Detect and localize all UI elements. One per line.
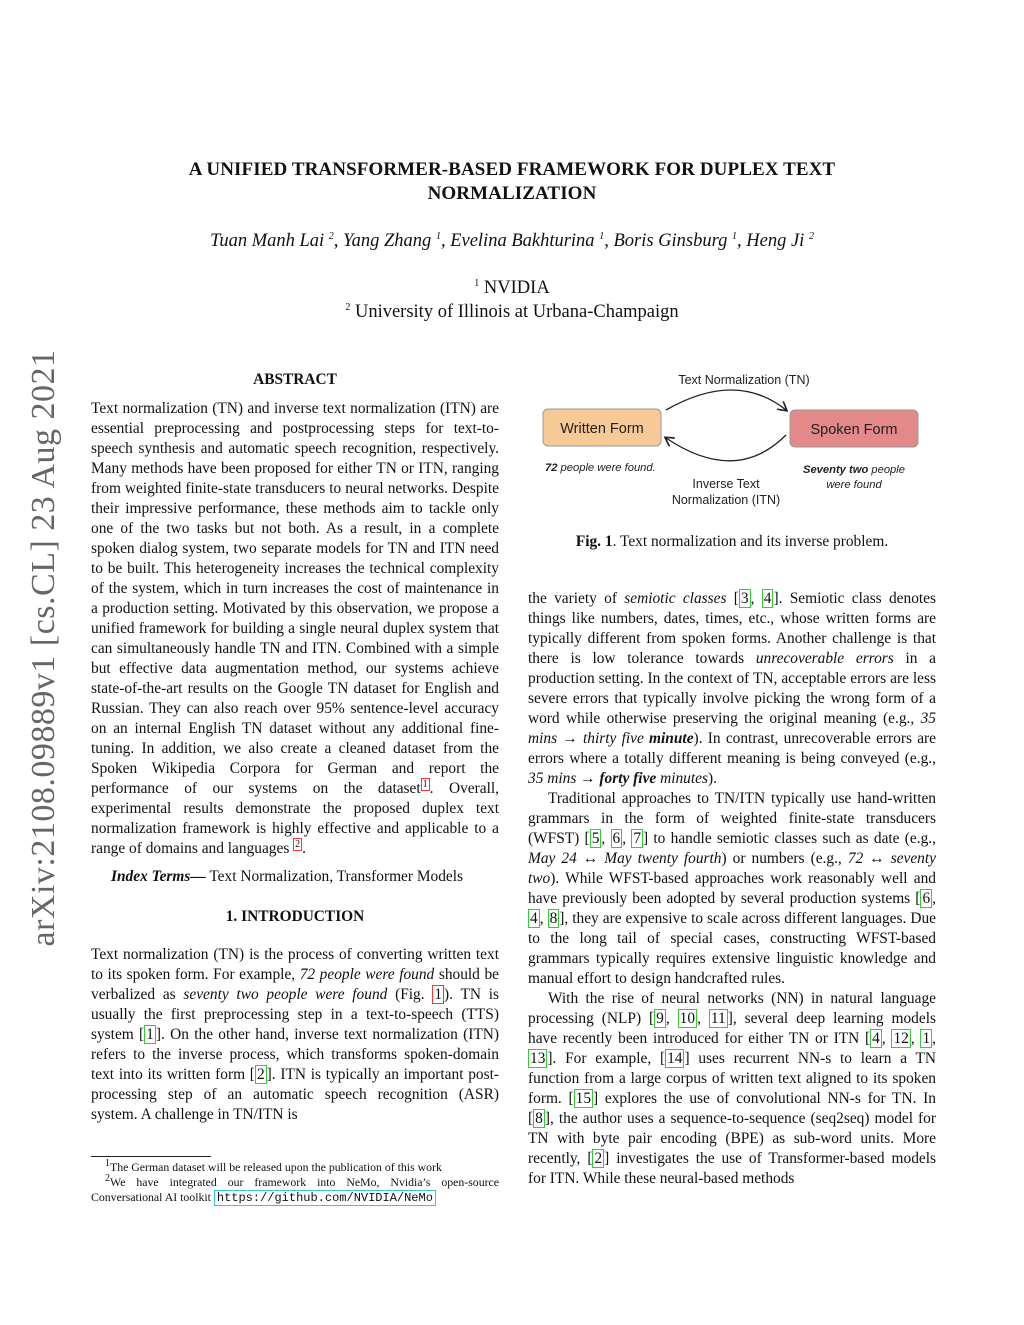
- footnote-ref-2[interactable]: 2: [295, 838, 301, 850]
- body-text: the variety of: [528, 590, 625, 607]
- citation-link[interactable]: 1: [922, 1030, 931, 1047]
- citation-link[interactable]: 10: [679, 1010, 696, 1027]
- example-text: May 24 ↔ May twenty fourth: [528, 850, 722, 867]
- introduction-heading: 1. INTRODUCTION: [225, 908, 365, 925]
- spoken-example-line-1: [803, 464, 905, 476]
- affiliation-name: NVIDIA: [483, 278, 550, 298]
- written-example-number: 72: [545, 462, 558, 474]
- written-example-text: people were found.: [557, 462, 656, 474]
- abstract-body: [91, 399, 499, 859]
- arxiv-sidebar: [22, 345, 66, 950]
- abstract-heading: ABSTRACT: [253, 371, 337, 388]
- body-text: ,: [750, 590, 762, 607]
- affiliation-2: [200, 300, 824, 324]
- citation-link[interactable]: 2: [594, 1150, 603, 1167]
- citation-link[interactable]: 7: [633, 830, 642, 847]
- author-name: Yang Zhang: [343, 231, 432, 251]
- intro-text: (Fig.: [387, 986, 433, 1003]
- itn-label-line-2: Normalization (ITN): [671, 493, 781, 507]
- intro-text: ]. On the other hand, inverse text normalization (ITN) refers to the inverse process, which transforms spoken-domain text into its written form [: [91, 1026, 499, 1083]
- figure-caption-label: Fig. 1: [575, 533, 613, 550]
- intro-text: ]. ITN is typically an important post-processing step of an automatic speech recognition (ASR) system. A challenge in TN/ITN is: [91, 1066, 500, 1123]
- tn-arrow: [666, 390, 786, 410]
- citation-link[interactable]: 9: [656, 1010, 664, 1027]
- spoken-form-label: Spoken Form: [810, 422, 898, 438]
- intro-text: should be verbalized as: [91, 966, 499, 1003]
- affiliations: [200, 276, 824, 324]
- citation-link[interactable]: 6: [612, 830, 621, 847]
- affiliation-number: 2: [345, 301, 351, 313]
- body-text: ) or numbers (e.g.,: [721, 850, 848, 867]
- citation-link[interactable]: 13: [530, 1050, 546, 1067]
- example-text: seventy two people were found: [183, 986, 388, 1003]
- citation-link[interactable]: 2: [256, 1066, 265, 1083]
- citation-link[interactable]: 12: [893, 1030, 909, 1047]
- footnote-number: 2: [105, 1173, 110, 1185]
- citation-link[interactable]: 4: [763, 590, 772, 607]
- footnotes: [91, 1156, 499, 1206]
- emphasis-text: semiotic classes: [624, 590, 727, 607]
- footnote-ref-1[interactable]: 1: [422, 778, 428, 790]
- citation-link[interactable]: 14: [667, 1050, 683, 1067]
- spoken-example-line-2: were found: [826, 479, 882, 491]
- index-terms-label: Index Terms—: [111, 868, 206, 885]
- itn-label-line-1: Inverse Text: [692, 477, 760, 491]
- right-column: [528, 589, 936, 1189]
- body-text: ] explores the use of convolutional NN-s for TN. In [: [528, 1090, 936, 1127]
- author-affiliation: 1: [732, 230, 737, 242]
- intro-text: ). TN is usually the first preprocessing step in a text-to-speech (TTS) system [: [91, 986, 500, 1043]
- author-name: Evelina Bakhturina: [450, 231, 595, 251]
- written-example: [545, 462, 656, 474]
- body-text: ] uses recurrent NN-s to learn a TN function from a large corpus of written text aligned to its spoken form. [: [528, 1050, 937, 1107]
- footnote-1: [91, 1160, 499, 1175]
- arxiv-identifier: arXiv:2108.09889v1 [cs.CL] 23 Aug 2021: [25, 349, 62, 946]
- citation-link[interactable]: 15: [575, 1090, 592, 1107]
- body-text: ], several deep learning models have recently been introduced for either TN or ITN [: [528, 1010, 936, 1047]
- affiliation-name: University of Illinois at Urbana-Champaign: [354, 302, 679, 322]
- author-name: Tuan Manh Lai: [210, 231, 325, 251]
- body-paragraph-1: [528, 589, 936, 789]
- affiliation-number: 1: [474, 277, 480, 289]
- itn-arrow: [666, 435, 786, 461]
- body-text: ], the author uses a sequence-to-sequence (seq2seq) model for TN with byte pair encoding (BPE) as sub-word units. More recently, [: [528, 1110, 936, 1167]
- figure-ref[interactable]: 1: [434, 986, 443, 1003]
- citation-link[interactable]: 8: [549, 910, 558, 927]
- body-text: ). While WFST-based approaches work reasonably well and have previously been adopted by several production systems [: [528, 870, 936, 907]
- affiliation-1: [200, 276, 824, 300]
- citation-link[interactable]: 1: [146, 1026, 154, 1043]
- written-form-label: Written Form: [560, 421, 644, 437]
- body-text: ] to handle semiotic classes such as date (e.g.,: [643, 830, 936, 847]
- citation-link[interactable]: 11: [710, 1010, 726, 1027]
- intro-text: Text normalization (TN) is the process of converting written text to its spoken form. For example,: [91, 946, 499, 983]
- intro-paragraph: [91, 945, 499, 1125]
- author-affiliation: 2: [808, 230, 814, 242]
- example-text: 72 ↔ seventy two: [528, 850, 936, 887]
- body-text: ] investigates the use of Transformer-based models for ITN. While these neural-based methods: [528, 1150, 936, 1187]
- spoken-example-words: Seventy two: [803, 464, 869, 476]
- body-text: in a production setting. In the context of TN, acceptable errors are less severe errors that typically involve picking the wrong form of a word while otherwise preserving the original meaning (e.g.,: [528, 650, 937, 727]
- index-terms-text: Text Normalization, Transformer Models: [205, 868, 464, 885]
- example-text: 72 people were found: [299, 966, 435, 983]
- footnote-number: 1: [105, 1158, 110, 1170]
- abstract-text: . Overall, experimental results demonstrate the proposed duplex text normalization framework is highly effective and applicable to a range of domains and languages: [91, 780, 499, 857]
- abstract-text: .: [302, 840, 307, 857]
- footnote-2: [91, 1175, 499, 1206]
- author-name: Boris Ginsburg: [613, 231, 728, 251]
- title-line-2: NORMALIZATION: [427, 183, 597, 204]
- citation-link[interactable]: 6: [922, 890, 931, 907]
- nemo-url-link[interactable]: https://github.com/NVIDIA/NeMo: [214, 1190, 436, 1206]
- paper-title: [120, 158, 904, 206]
- citation-link[interactable]: 5: [591, 830, 600, 847]
- author-affiliation: 1: [599, 230, 605, 242]
- body-paragraph-2: Traditional approaches to TN/ITN typically use hand-written grammars in the form of weighted finite-state transducers (WFST) [ 5 , 6 , 7 ] to handle semiotic classes such as date (e.g., May 24 ↔ May twenty fourth) or numbers (e.g., 72 ↔ seventy two). While WFST-based approaches work reasonably well and have previously been adopted by several production systems [ 6 , 4 , 8 ], they are expensive to scale across different languages. Due to the long tail of special cases, constructing WFST-based grammars typically requires extensive linguistic knowledge and manual effort to design handcrafted rules.: [528, 790, 936, 987]
- body-text: [: [726, 590, 739, 607]
- title-line-1: A UNIFIED TRANSFORMER-BASED FRAMEWORK FOR DUPLEX TEXT: [188, 159, 836, 180]
- body-text: Traditional approaches to TN/ITN typically use hand-written grammars in the form of weighted finite-state transducers (WFST) [: [528, 790, 936, 847]
- citation-link[interactable]: 4: [530, 910, 538, 927]
- citation-link[interactable]: 8: [535, 1110, 543, 1127]
- author-name: Heng Ji: [746, 231, 805, 251]
- example-text-bold: forty five: [599, 770, 657, 787]
- abstract-text: Text normalization (TN) and inverse text normalization (ITN) are essential preprocessing and postprocessing steps for text-to-speech synthesis and automatic speech recognition, respectively. Many methods have been proposed for either TN or ITN, ranging from weighted finite-state transducers to neural networks. Despite their impressive performance, these methods aim to tackle only one of the two tasks but not both. As a result, in a complete spoken dialog system, two separate models for TN and ITN need to be built. This heterogeneity increases the technical complexity of the system, which in turn increases the cost of maintenance in a production setting. Motivated by this observation, we propose a unified framework for building a single neural duplex system that can simultaneously handle TN and ITN. Combined with a simple but effective data augmentation method, our systems achieve state-of-the-art results on the Google TN dataset for English and Russian. They can also reach over 95% sentence-level accuracy on an internal English TN dataset without any additional fine-tuning. In addition, we also create a cleaned dataset from the Spoken Wikipedia Corpora for German and report the performance of our systems on the dataset: [91, 400, 499, 797]
- tn-arrow-label: Text Normalization (TN): [678, 373, 810, 387]
- body-text: ). In contrast, unrecoverable errors are errors where a totally different meaning is being conveyed (e.g.,: [528, 730, 936, 767]
- spoken-example-text: people: [868, 464, 905, 476]
- figure-caption-text: . Text normalization and its inverse problem.: [612, 533, 889, 550]
- body-text: With the rise of neural networks (NN) in natural language processing (NLP) [: [528, 990, 936, 1027]
- emphasis-text: unrecoverable errors: [755, 650, 894, 667]
- author-affiliation: 2: [328, 230, 334, 242]
- citation-link[interactable]: 3: [740, 590, 749, 607]
- example-text: 35 mins →: [528, 770, 600, 787]
- example-text: 35 mins → thirty five: [528, 710, 936, 747]
- body-text: ]. Semiotic class denotes things like numbers, dates, times, etc., whose written forms are typically different from spoken forms. Another challenge is that there is low tolerance towards: [528, 590, 936, 667]
- footnote-text: We have integrated our framework into NeMo, Nvidia’s open-source Conversational AI toolkit: [91, 1175, 499, 1204]
- citation-link[interactable]: 4: [872, 1030, 880, 1047]
- body-text: ], they are expensive to scale across different languages. Due to the long tail of special cases, constructing WFST-based grammars typically requires extensive linguistic knowledge and manual effort to design handcrafted rules.: [528, 910, 936, 987]
- footnote-text: The German dataset will be released upon the publication of this work: [110, 1160, 442, 1174]
- author-list: Tuan Manh Lai $^2$, Yang Zhang $^1$, Evelina Bakhturina $^1$, Boris Ginsburg $^1$, Heng Ji $^2$: [210, 230, 814, 251]
- author-affiliation: 1: [435, 230, 441, 242]
- index-terms: [91, 867, 499, 887]
- body-paragraph-3: With the rise of neural networks (NN) in natural language processing (NLP) [ 9 , 10 , 11 ], several deep learning models have recently been introduced for either TN or ITN [ 4 , 12 , 1 , 13 ]. For example, [ 14 ] uses recurrent NN-s to learn a TN function from a large corpus of written text aligned to its spoken form. [ 15 ] explores the use of convolutional NN-s for TN. In [ 8 ], the author uses a sequence-to-sequence (seq2seq) model for TN with byte pair encoding (BPE) as sub-word units. More recently, [ 2 ] investigates the use of Transformer-based models for ITN. While these neural-based methods: [528, 990, 937, 1187]
- left-column: [91, 370, 499, 1125]
- figure-1-caption: [528, 533, 936, 551]
- figure-1-diagram: [528, 368, 928, 518]
- body-text: ).: [707, 770, 717, 787]
- example-text-bold: minute: [649, 730, 694, 747]
- body-text: ]. For example, [: [547, 1050, 666, 1067]
- footnote-rule: [91, 1156, 211, 1157]
- example-text: minutes: [656, 770, 708, 787]
